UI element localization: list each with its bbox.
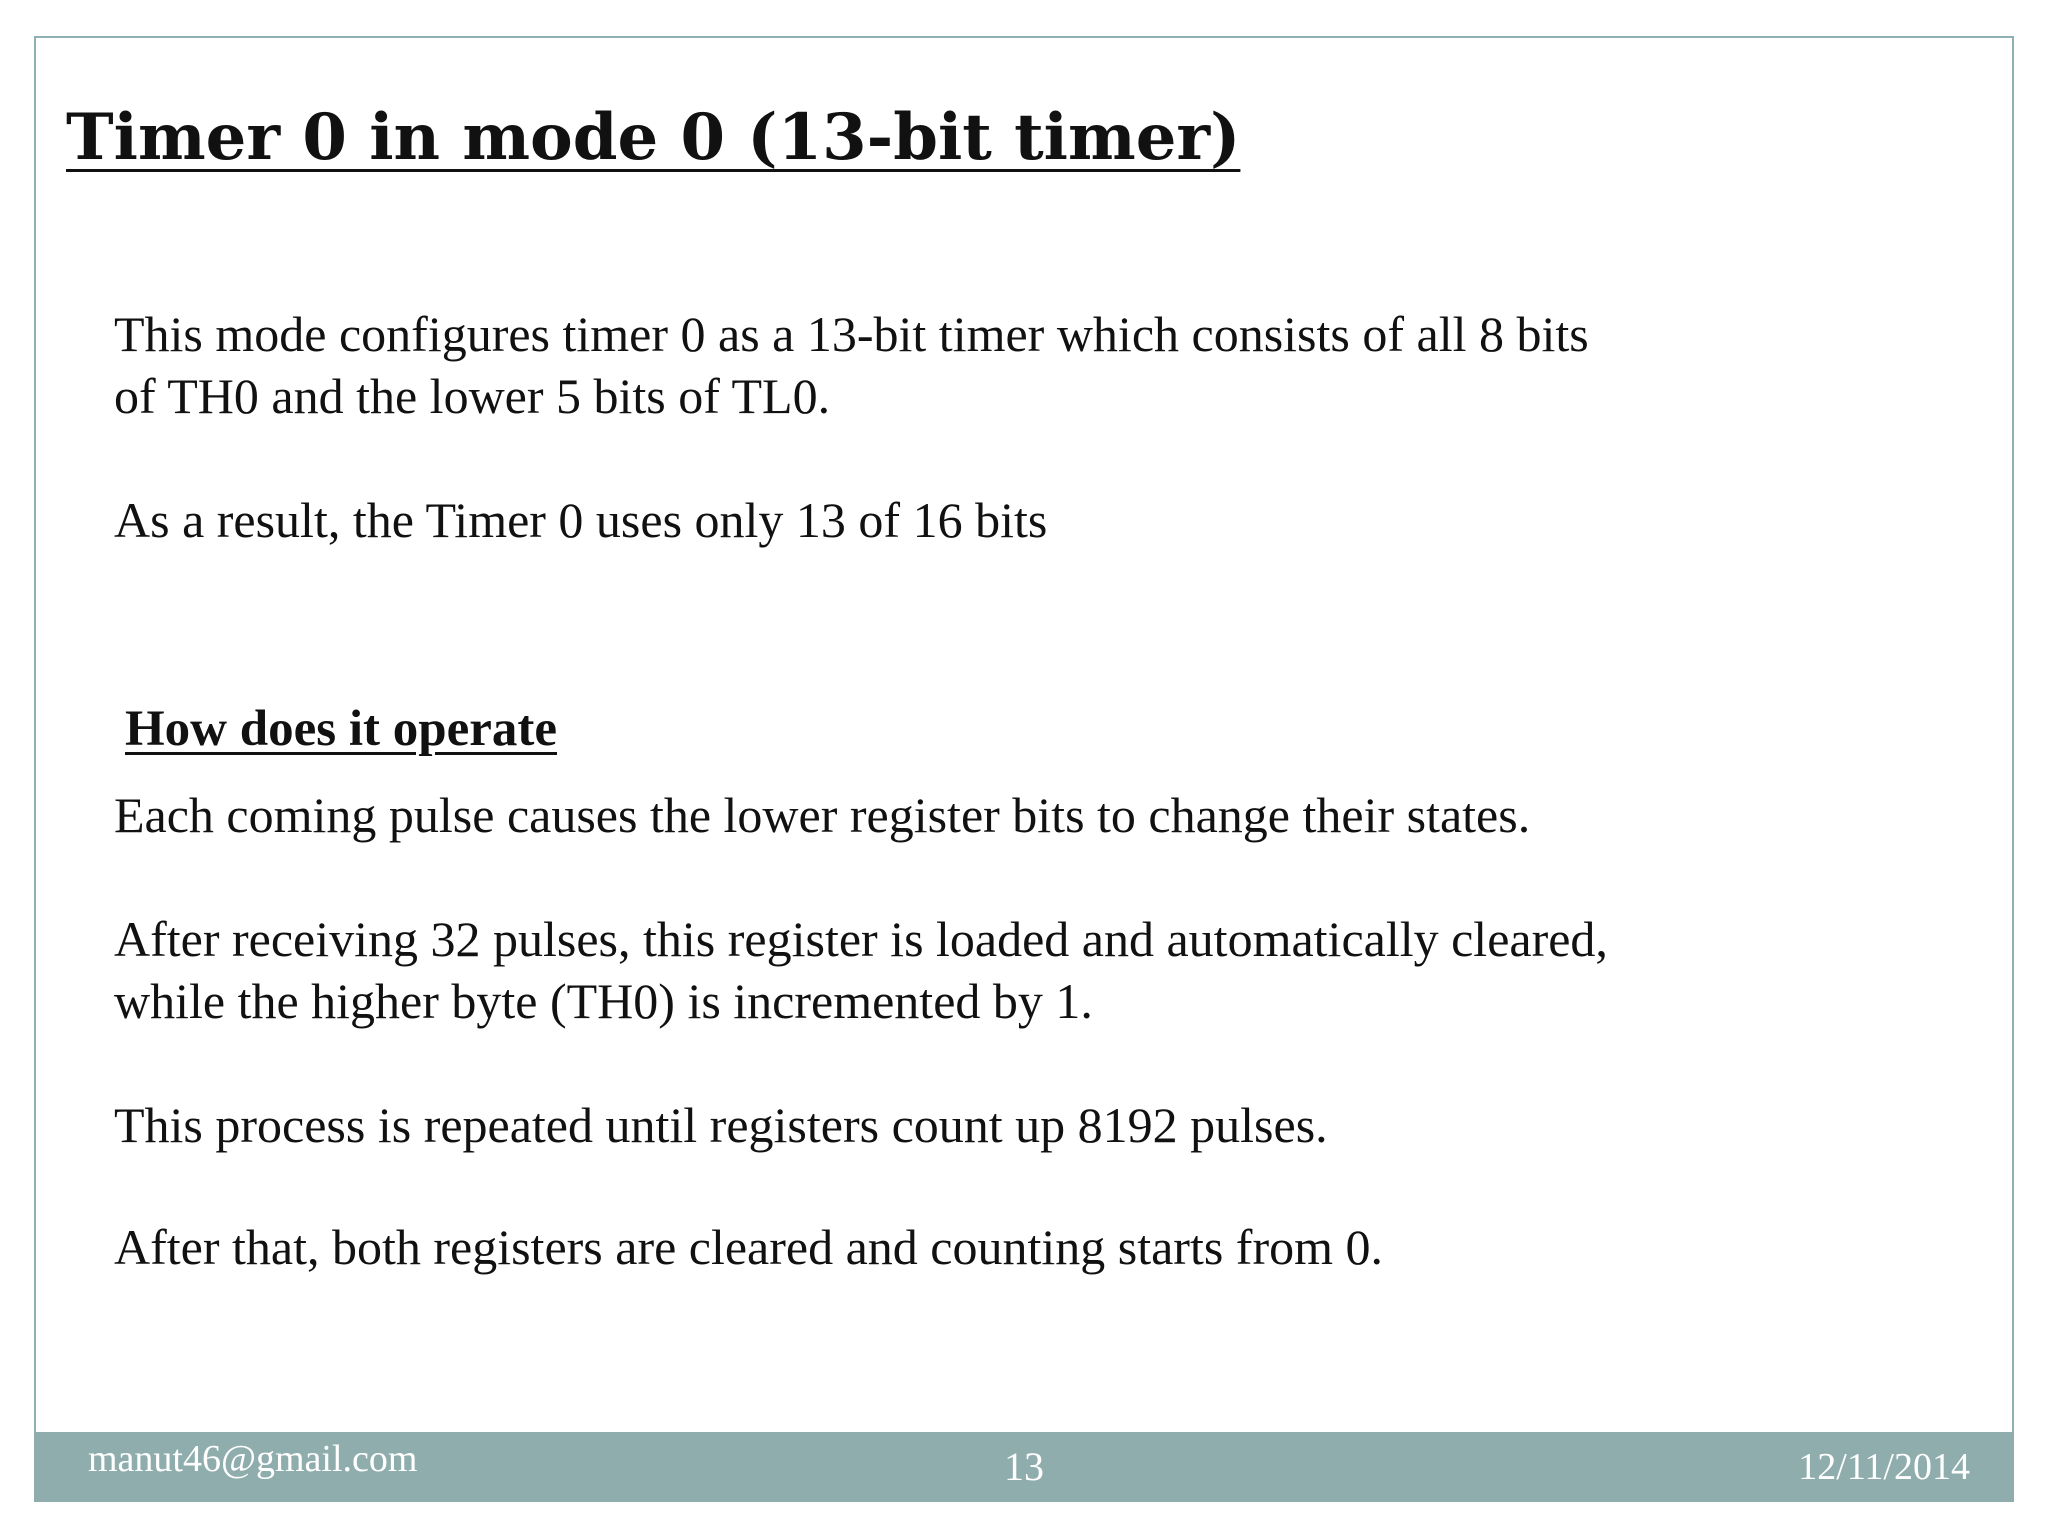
footer-date: 12/11/2014 [1798, 1446, 1970, 1488]
intro-result: As a result, the Timer 0 uses only 13 of 16 bits [114, 492, 1048, 548]
intro-line-2: of TH0 and the lower 5 bits of TL0. [114, 368, 831, 424]
slide-title: Timer 0 in mode 0 (13-bit timer) [66, 100, 1241, 175]
slide-frame [34, 36, 2014, 1502]
footer-email: manut46@gmail.com [88, 1438, 418, 1480]
operation-paragraph-2-line-2: while the higher byte (TH0) is incremented by 1. [114, 973, 1093, 1029]
operation-paragraph-4: After that, both registers are cleared and counting starts from 0. [114, 1219, 1383, 1275]
operation-heading: How does it operate [125, 701, 558, 757]
operation-paragraph-2-line-1: After receiving 32 pulses, this register is loaded and automatically cleared, [114, 911, 1608, 967]
operation-paragraph-3: This process is repeated until registers count up 8192 pulses. [114, 1097, 1328, 1153]
intro-line-1: This mode configures timer 0 as a 13-bit timer which consists of all 8 bits [114, 306, 1589, 362]
operation-paragraph-1: Each coming pulse causes the lower register bits to change their states. [114, 787, 1531, 843]
footer-bar [34, 1432, 2014, 1502]
footer-page-number: 13 [1004, 1444, 1044, 1489]
